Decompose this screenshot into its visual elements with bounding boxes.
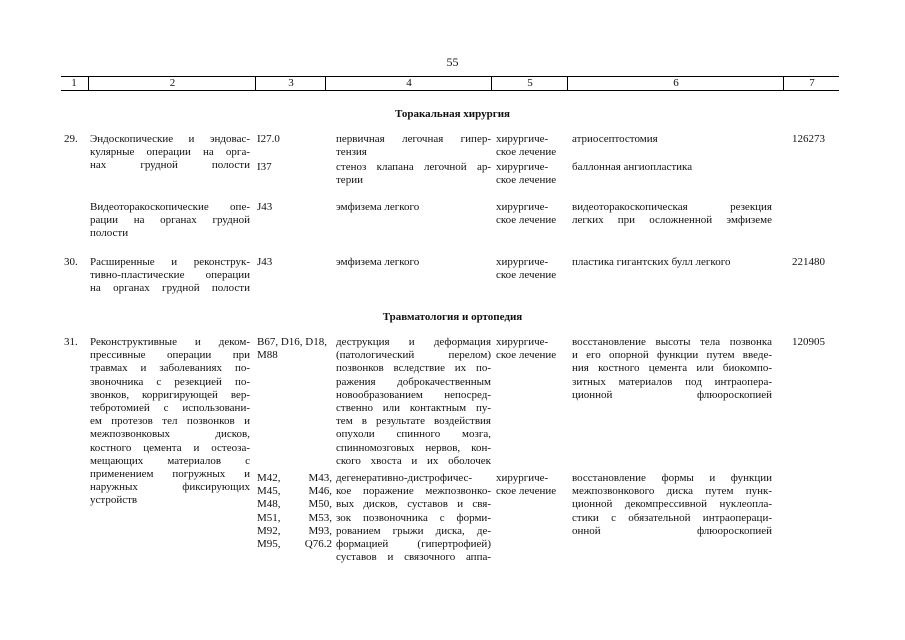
section-heading-thoracic: Торакальная хирургия [395, 108, 510, 120]
cost-value: 126273 [792, 133, 825, 145]
header-col-7: 7 [783, 77, 840, 90]
table-header-row [61, 76, 839, 91]
icd-codes: M42, M43, M45, M46, M48, M50, M51, M53, M92, M93, M95, Q76.2 [257, 472, 332, 551]
icd-codes: I27.0 [257, 133, 280, 145]
treatment-method: атриосептостомия [572, 133, 658, 145]
treatment-method: восстановление высоты тела позвонка и его опорной функции путем введе- ния костного цемента или биокомпо- зитных материалов под интраопера- ционной флюороскопией [572, 336, 772, 401]
patient-model: эмфизема легкого [336, 201, 420, 213]
operation-name: Эндоскопические и эндовас- кулярные операции на орга- нах грудной полости [90, 133, 250, 172]
header-col-3: 3 [255, 77, 326, 90]
icd-codes: J43 [257, 201, 273, 213]
patient-model: стеноз клапана легочной ар- терии [336, 161, 491, 187]
treatment-method: баллонная ангиопластика [572, 161, 693, 173]
treatment-type: хирургиче- ское лечение [496, 336, 557, 362]
patient-model: первичная легочная гипер- тензия [336, 133, 491, 159]
header-col-5: 5 [491, 77, 568, 90]
cost-value: 221480 [792, 256, 825, 268]
header-col-1: 1 [71, 77, 77, 89]
header-col-4: 4 [325, 77, 492, 90]
icd-codes: I37 [257, 161, 272, 173]
treatment-type: хирургиче- ское лечение [496, 161, 557, 187]
treatment-type: хирургиче- ское лечение [496, 472, 557, 498]
treatment-type: хирургиче- ское лечение [496, 133, 557, 159]
header-col-2: 2 [88, 77, 256, 90]
page-number: 55 [446, 55, 459, 69]
patient-model: дегенеративно-дистрофичес- кое поражение межпозвонко- вых дисков, суставов и свя- зок позвоночника с форми- рованием грыжи диска, де- формацией (гипертрофией) суставов и связочного аппа- [336, 472, 491, 564]
operation-name: Расширенные и реконструк- тивно-пластические операции на органах грудной полости [90, 256, 250, 295]
row-number: 31. [64, 336, 78, 348]
icd-codes: J43 [257, 256, 273, 268]
icd-codes: B67, D16, D18, M88 [257, 336, 327, 362]
patient-model: деструкция и деформация (патологический перелом) позвонков вследствие их по- ражения доброкачественным новообразованием непосред- ственно или контактным пу- тем в результате воздействия опухоли спинного мозга, спинномозговых нервов, кон- ского хвоста и их оболочек [336, 336, 491, 467]
treatment-method: восстановление формы и функции межпозвонкового диска путем пунк- ционной декомпрессивной нуклеопла- стики с обязательной интраопераци- онной флюороскопией [572, 472, 772, 537]
row-number: 29. [64, 133, 78, 145]
treatment-method: пластика гигантских булл легкого [572, 256, 731, 268]
row-number: 30. [64, 256, 78, 268]
patient-model: эмфизема легкого [336, 256, 420, 268]
treatment-type: хирургиче- ское лечение [496, 256, 557, 282]
section-heading-trauma: Травматология и ортопедия [382, 311, 523, 323]
treatment-type: хирургиче- ское лечение [496, 201, 557, 227]
header-col-6: 6 [567, 77, 784, 90]
cost-value: 120905 [792, 336, 825, 348]
operation-name: Видеоторакоскопические опе- рации на органах грудной полости [90, 201, 250, 240]
treatment-method: видеоторакоскопическая резекция легких при осложненной эмфиземе [572, 201, 772, 227]
operation-name: Реконструктивные и деком- прессивные операции при травмах и заболеваниях по- звоночника с резекцией по- звонков, корригирующей вер- тебротомией с использовани- ем протезов тел позвонков и межпозвонковых дисков, костного цемента и остеоза- мещающих материалов с применением погружных и наружных фиксирующих устройств [90, 336, 250, 507]
